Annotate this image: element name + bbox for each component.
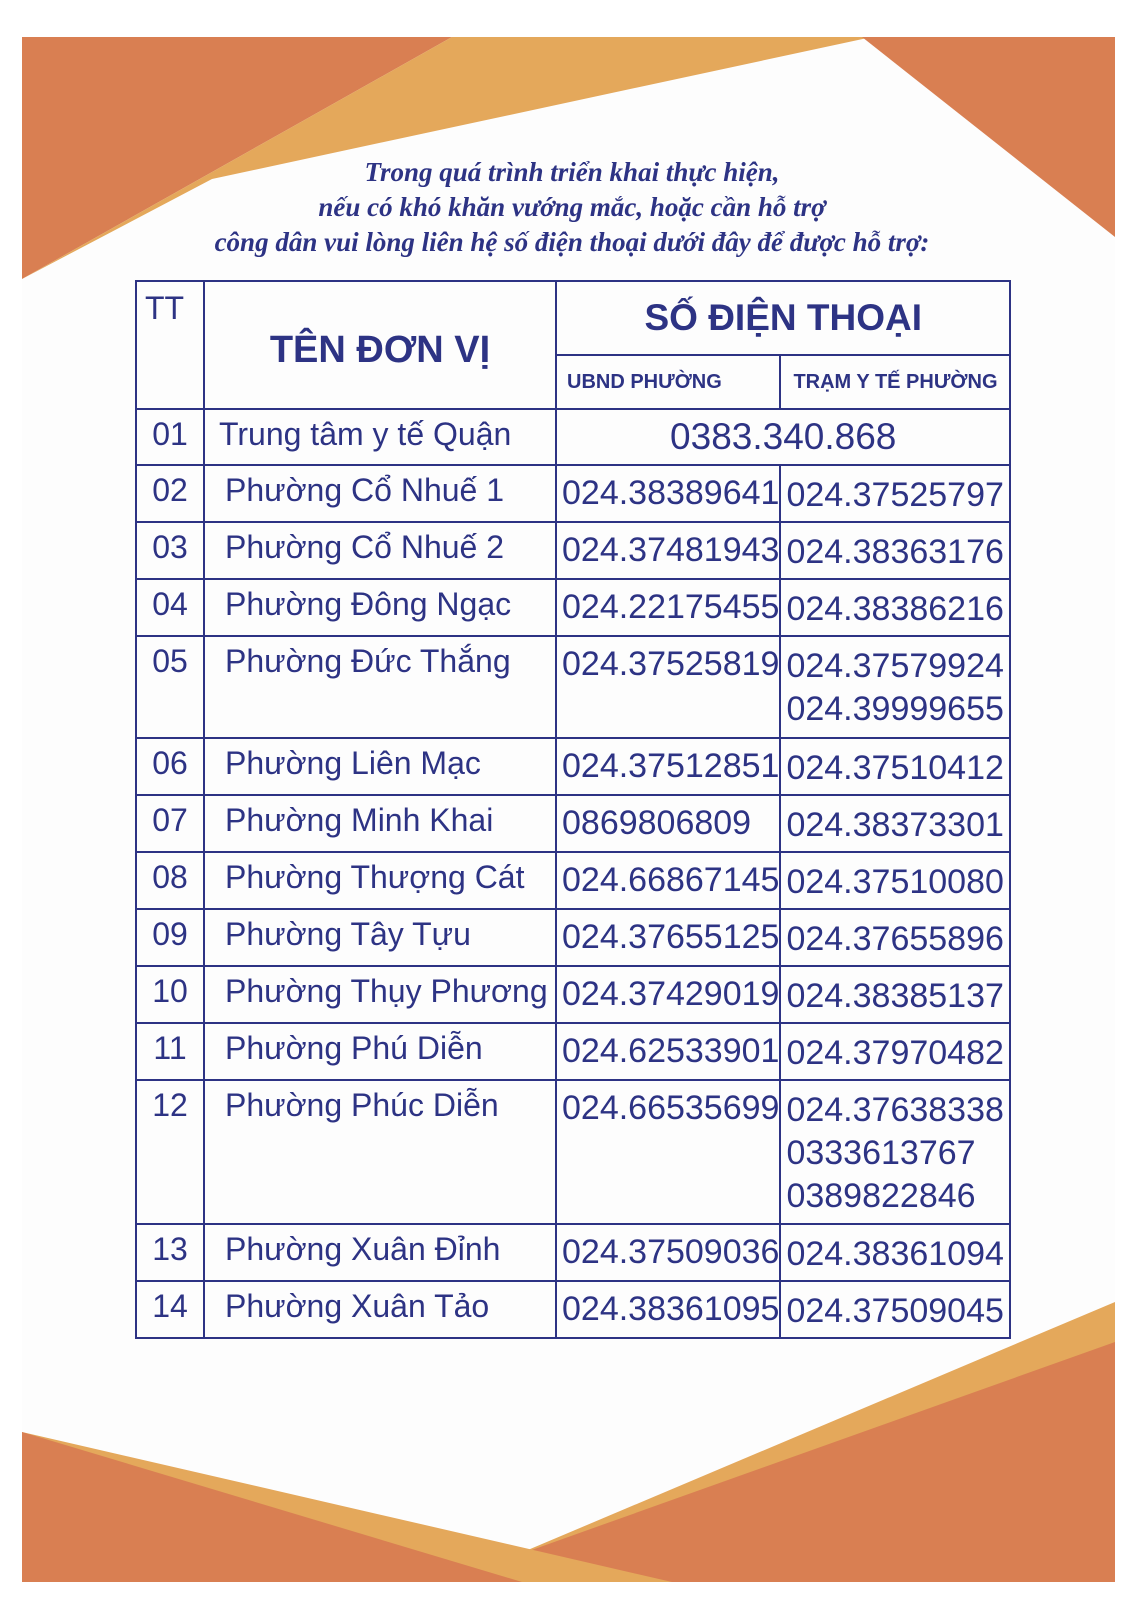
tram-phone-number: 024.37638338: [786, 1091, 1004, 1129]
tram-phone-number: 024.38363176: [786, 533, 1004, 571]
row-tram-phones: [780, 636, 1010, 738]
row-unit-name: Phường Xuân Tảo: [204, 1281, 556, 1338]
row-ubnd-phone: 024.37481943: [556, 522, 780, 579]
row-unit-name: Phường Cổ Nhuế 1: [204, 465, 556, 522]
table-row: [136, 852, 1010, 909]
row-unit-name: Trung tâm y tế Quận: [204, 409, 556, 465]
row-unit-name: Phường Liên Mạc: [204, 738, 556, 795]
row-tram-phones: [780, 852, 1010, 909]
row-tt: 09: [136, 909, 204, 966]
table-row: [136, 738, 1010, 795]
row-tt: 02: [136, 465, 204, 522]
row-ubnd-phone: 024.37655125: [556, 909, 780, 966]
row-ubnd-phone: 024.22175455: [556, 579, 780, 636]
table-body: [136, 409, 1010, 1338]
row-ubnd-phone: 024.37525819: [556, 636, 780, 738]
row-tt: 04: [136, 579, 204, 636]
row-ubnd-phone: 024.38361095: [556, 1281, 780, 1338]
row-tt: 05: [136, 636, 204, 738]
row-unit-name: Phường Thụy Phương: [204, 966, 556, 1023]
table-row: [136, 465, 1010, 522]
row-unit-name: Phường Minh Khai: [204, 795, 556, 852]
row-unit-name: Phường Tây Tựu: [204, 909, 556, 966]
intro-line-1: Trong quá trình triển khai thực hiện,: [364, 157, 780, 187]
table-row: [136, 579, 1010, 636]
tram-phone-number: 024.38385137: [786, 977, 1004, 1015]
tram-phone-number: 024.37509045: [786, 1292, 1004, 1330]
row-tram-phones: [780, 738, 1010, 795]
row-tt: 08: [136, 852, 204, 909]
row-unit-name: Phường Phúc Diễn: [204, 1080, 556, 1224]
table-row: [136, 409, 1010, 465]
row-tram-phones: [780, 1224, 1010, 1281]
row-tt: 01: [136, 409, 204, 465]
header-tt: TT: [136, 281, 204, 409]
header-ubnd: UBND PHƯỜNG: [556, 355, 780, 409]
table-row: [136, 1281, 1010, 1338]
row-ubnd-phone: 024.37429019: [556, 966, 780, 1023]
table-row: [136, 522, 1010, 579]
tram-phone-number: 024.37510412: [786, 749, 1004, 787]
contact-table: [135, 280, 1011, 1339]
row-unit-name: Phường Phú Diễn: [204, 1023, 556, 1080]
row-unit-name: Phường Thượng Cát: [204, 852, 556, 909]
row-tram-phones: [780, 522, 1010, 579]
bottom-left-orange-shape: [22, 1432, 522, 1582]
row-tt: 06: [136, 738, 204, 795]
row-tram-phones: [780, 909, 1010, 966]
tram-phone-number: 024.37970482: [786, 1034, 1004, 1072]
table-row: [136, 1080, 1010, 1224]
row-tt: 11: [136, 1023, 204, 1080]
row-ubnd-phone: 024.37509036: [556, 1224, 780, 1281]
tram-phone-number: 0389822846: [786, 1177, 976, 1215]
tram-phone-number: 024.37655896: [786, 920, 1004, 958]
row-tt: 07: [136, 795, 204, 852]
row-tram-phones: [780, 465, 1010, 522]
row-merged-phone: 0383.340.868: [556, 409, 1010, 465]
header-unit-name: TÊN ĐƠN VỊ: [204, 281, 556, 409]
header-tram-y-te: TRẠM Y TẾ PHƯỜNG: [780, 355, 1010, 409]
row-unit-name: Phường Đông Ngạc: [204, 579, 556, 636]
tram-phone-number: 024.37510080: [786, 863, 1004, 901]
intro-text: [122, 155, 1022, 260]
row-tram-phones: [780, 966, 1010, 1023]
row-ubnd-phone: 024.38389641: [556, 465, 780, 522]
row-unit-name: Phường Đức Thắng: [204, 636, 556, 738]
header-phone: SỐ ĐIỆN THOẠI: [556, 281, 1010, 355]
tram-phone-number: 024.39999655: [786, 690, 1004, 728]
row-tt: 12: [136, 1080, 204, 1224]
bottom-right-orange-shape: [442, 1342, 1115, 1582]
row-unit-name: Phường Xuân Đỉnh: [204, 1224, 556, 1281]
table-row: [136, 1224, 1010, 1281]
tram-phone-number: 024.38373301: [786, 806, 1004, 844]
poster: [22, 37, 1115, 1582]
row-ubnd-phone: 024.66867145: [556, 852, 780, 909]
tram-phone-number: 024.38361094: [786, 1235, 1004, 1273]
row-tt: 03: [136, 522, 204, 579]
row-tt: 14: [136, 1281, 204, 1338]
row-ubnd-phone: 024.66535699: [556, 1080, 780, 1224]
row-tt: 13: [136, 1224, 204, 1281]
row-tram-phones: [780, 579, 1010, 636]
intro-line-3: công dân vui lòng liên hệ số điện thoại dưới đây để được hỗ trợ:: [214, 227, 930, 257]
intro-line-2: nếu có khó khăn vướng mắc, hoặc cần hỗ trợ: [318, 192, 826, 222]
table-row: [136, 795, 1010, 852]
table-row: [136, 966, 1010, 1023]
row-tt: 10: [136, 966, 204, 1023]
tram-phone-number: 024.38386216: [786, 590, 1004, 628]
row-ubnd-phone: 024.37512851: [556, 738, 780, 795]
row-tram-phones: [780, 1281, 1010, 1338]
row-tram-phones: [780, 795, 1010, 852]
row-unit-name: Phường Cổ Nhuế 2: [204, 522, 556, 579]
table-row: [136, 636, 1010, 738]
tram-phone-number: 024.37579924: [786, 647, 1004, 685]
tram-phone-number: 0333613767: [786, 1134, 976, 1172]
tram-phone-number: 024.37525797: [786, 476, 1004, 514]
table-row: [136, 909, 1010, 966]
row-ubnd-phone: 0869806809: [556, 795, 780, 852]
row-tram-phones: [780, 1023, 1010, 1080]
row-tram-phones: [780, 1080, 1010, 1224]
row-ubnd-phone: 024.62533901: [556, 1023, 780, 1080]
table-row: [136, 1023, 1010, 1080]
